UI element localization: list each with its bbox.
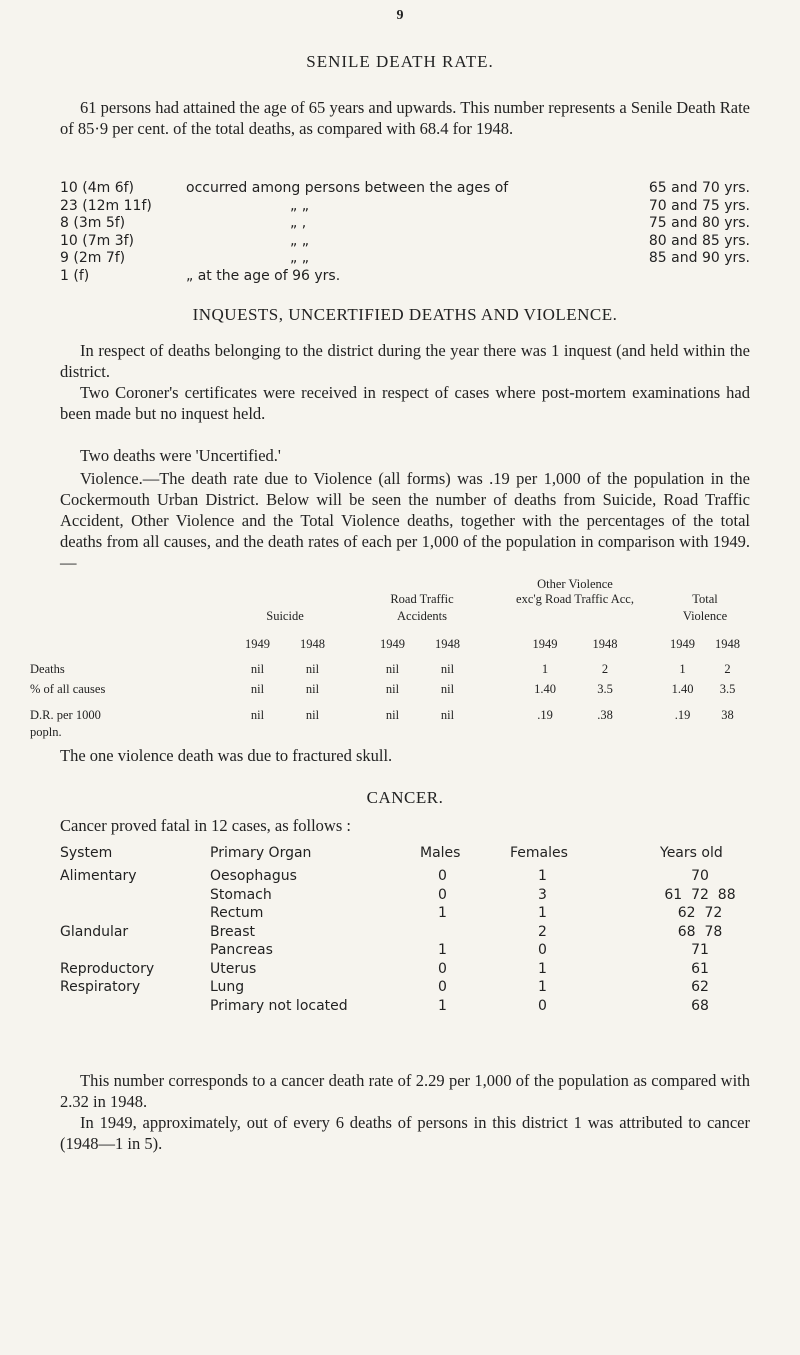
- cancer-cell-years: 68 78: [677, 923, 723, 940]
- age-range: 80 and 85 yrs.: [648, 232, 750, 249]
- cancer-cell-organ: Breast: [210, 923, 256, 940]
- cancer-cell-years: 62 72: [677, 905, 723, 921]
- table-cell: nil: [305, 708, 320, 722]
- cancer-cell-females: 0: [538, 942, 547, 958]
- age-row: [60, 180, 750, 198]
- cancer-row: [60, 868, 750, 886]
- cancer-cell-organ: Lung: [210, 979, 245, 995]
- year-header: 1948: [300, 637, 325, 651]
- table-cell: 38: [721, 708, 734, 722]
- age-count: 8 (3m 5f): [60, 215, 126, 231]
- cancer-cell-females: 0: [538, 997, 547, 1014]
- cancer-cell-years: 70: [691, 868, 709, 884]
- age-count: 10 (4m 6f): [60, 180, 135, 196]
- row-label-line2: popln.: [30, 725, 62, 739]
- inquests-paragraph-2: Two Coroner's certificates were received in respect of cases where post-mortem examinations had been made but no inquest held.: [60, 383, 750, 423]
- cancer-cell-years: 71: [691, 942, 709, 958]
- age-row: [60, 215, 750, 233]
- cancer-title: CANCER.: [366, 788, 444, 807]
- cancer-cell-years: 68: [691, 997, 709, 1014]
- cancer-cell-system: Respiratory: [60, 979, 141, 995]
- table-cell: nil: [385, 662, 400, 676]
- age-range: 65 and 70 yrs.: [648, 180, 750, 196]
- inquests-paragraph-1: In respect of deaths belonging to the district during the year there was 1 inquest (and held within the district.: [60, 341, 750, 381]
- header-system: System: [60, 845, 113, 861]
- table-cell: nil: [250, 708, 265, 722]
- age-mid: „ „: [290, 197, 309, 214]
- group-header: exc'g Road Traffic Acc,: [516, 592, 634, 606]
- violence-paragraph: Violence.—The death rate due to Violence (all forms) was .19 per 1,000 of the population in the Cockermouth Urban District. Below will be seen the number of deaths from Suicide, Road Traffic Accident, Other Violence and the Total Violence deaths, together with the percentages of the total deaths from all causes, and the death rates of each per 1,000 of the population in comparison with 1949.—: [60, 469, 750, 572]
- cancer-cell-males: 0: [438, 886, 447, 903]
- cancer-cell-organ: Stomach: [210, 886, 272, 903]
- age-count: 9 (2m 7f): [60, 250, 126, 266]
- senile-age-list: [60, 180, 750, 285]
- table-cell: 1: [679, 662, 686, 676]
- cancer-row: [60, 924, 750, 942]
- cancer-cell-females: 1: [538, 960, 547, 977]
- cancer-row: [60, 961, 750, 979]
- cancer-header-row: [60, 845, 750, 863]
- cancer-cell-organ: Pancreas: [210, 942, 273, 958]
- cancer-cell-organ: Oesophagus: [210, 868, 297, 884]
- cancer-intro: Cancer proved fatal in 12 cases, as follows :: [60, 816, 351, 835]
- age-range: 85 and 90 yrs.: [648, 250, 750, 266]
- table-cell: .19: [674, 708, 691, 722]
- cancer-cell-years: 62: [691, 979, 709, 995]
- cancer-paragraph-2: In 1949, approximately, out of every 6 deaths of persons in this district 1 was attributed to cancer (1948—1 in 5).: [60, 1113, 750, 1153]
- year-header: 1948: [715, 637, 740, 651]
- cancer-cell-organ: Primary not located: [210, 997, 348, 1014]
- table-cell: 1.40: [534, 682, 556, 696]
- age-mid: „ „: [290, 232, 309, 249]
- cancer-cell-females: 1: [538, 979, 547, 995]
- cancer-cell-females: 3: [538, 886, 547, 903]
- cancer-cell-females: 1: [538, 868, 547, 884]
- cancer-cell-organ: Rectum: [210, 905, 264, 921]
- table-cell: 1: [541, 662, 549, 676]
- year-header: 1949: [245, 637, 270, 651]
- age-row: [60, 198, 750, 216]
- table-cell: 2: [724, 662, 731, 676]
- cancer-cell-females: 1: [538, 905, 547, 921]
- cancer-row: [60, 979, 750, 997]
- cancer-cell-males: 0: [438, 868, 447, 884]
- table-cell: nil: [440, 662, 455, 676]
- table-cell: .38: [597, 708, 613, 722]
- table-cell: 3.5: [597, 682, 613, 696]
- age-row: [60, 233, 750, 251]
- table-cell: nil: [440, 708, 455, 722]
- cancer-paragraph-1: This number corresponds to a cancer death rate of 2.29 per 1,000 of the population as compared with 2.32 in 1948.: [60, 1071, 750, 1111]
- year-header: 1948: [592, 637, 618, 651]
- senile-paragraph: 61 persons had attained the age of 65 years and upwards. This number represents a Senile Death Rate of 85·9 per cent. of the total deaths, as compared with 68.4 for 1948.: [60, 98, 750, 138]
- year-header: 1948: [435, 637, 460, 651]
- inquests-paragraph-3: Two deaths were 'Uncertified.': [80, 446, 281, 465]
- year-header: 1949: [532, 637, 558, 651]
- cancer-row: [60, 942, 750, 960]
- cancer-cell-females: 2: [538, 923, 547, 940]
- age-mid: „ „: [290, 250, 309, 266]
- row-label: % of all causes: [30, 682, 106, 696]
- cancer-cell-males: 0: [438, 979, 447, 995]
- row-label: D.R. per 1000: [30, 708, 101, 722]
- group-header-line1: Road Traffic: [390, 592, 454, 606]
- year-header: 1949: [670, 637, 695, 651]
- age-range: 70 and 75 yrs.: [648, 197, 750, 214]
- cancer-cell-organ: Uterus: [210, 960, 257, 977]
- table-cell: 1.40: [671, 682, 694, 696]
- table-cell: nil: [305, 662, 320, 676]
- cancer-table: [60, 845, 750, 1055]
- cancer-cell-males: 0: [438, 960, 447, 977]
- age-count: 1 (f): [60, 267, 90, 284]
- cancer-cell-males: 1: [438, 905, 447, 921]
- age-mid: „ at the age of 96 yrs.: [186, 267, 341, 284]
- year-header: 1949: [380, 637, 405, 651]
- age-count: 23 (12m 11f): [60, 197, 152, 214]
- age-mid: occurred among persons between the ages of: [186, 180, 509, 196]
- cancer-row: [60, 887, 750, 905]
- table-cell: nil: [305, 682, 320, 696]
- cancer-cell-years: 61 72 88: [664, 886, 736, 903]
- cancer-cell-males: 1: [438, 942, 447, 958]
- age-row: [60, 268, 750, 286]
- table-cell: nil: [385, 682, 400, 696]
- age-mid: „ ,: [290, 215, 307, 231]
- cancer-cell-males: 1: [438, 997, 447, 1014]
- cancer-cell-system: Glandular: [60, 923, 129, 940]
- group-header-line1: Other Violence: [537, 577, 613, 591]
- group-header-line1: Total: [692, 592, 718, 606]
- header-organ: Primary Organ: [210, 845, 312, 861]
- table-cell: nil: [250, 682, 265, 696]
- age-range: 75 and 80 yrs.: [648, 215, 750, 231]
- header-years: Years old: [660, 845, 723, 861]
- cancer-cell-system: Reproductory: [60, 960, 155, 977]
- header-females: Females: [510, 845, 568, 861]
- cancer-row: [60, 998, 750, 1016]
- senile-title: SENILE DEATH RATE.: [306, 52, 494, 71]
- table-cell: .19: [537, 708, 553, 722]
- page-number: 9: [396, 8, 404, 23]
- cancer-row: [60, 905, 750, 923]
- group-header: Violence: [682, 609, 728, 623]
- age-count: 10 (7m 3f): [60, 232, 135, 249]
- header-males: Males: [420, 845, 461, 861]
- table-cell: nil: [385, 708, 400, 722]
- table-cell: nil: [440, 682, 455, 696]
- row-label: Deaths: [30, 662, 65, 676]
- violence-note: The one violence death was due to fractured skull.: [60, 746, 393, 765]
- table-cell: 3.5: [719, 682, 736, 696]
- cancer-cell-system: Alimentary: [60, 868, 137, 884]
- group-header: Suicide: [266, 609, 304, 623]
- age-row: [60, 250, 750, 268]
- cancer-cell-years: 61: [691, 960, 709, 977]
- table-cell: 2: [601, 662, 609, 676]
- group-header: Accidents: [397, 609, 447, 623]
- inquests-title: INQUESTS, UNCERTIFIED DEATHS AND VIOLENCE.: [192, 305, 618, 324]
- table-cell: nil: [250, 662, 265, 676]
